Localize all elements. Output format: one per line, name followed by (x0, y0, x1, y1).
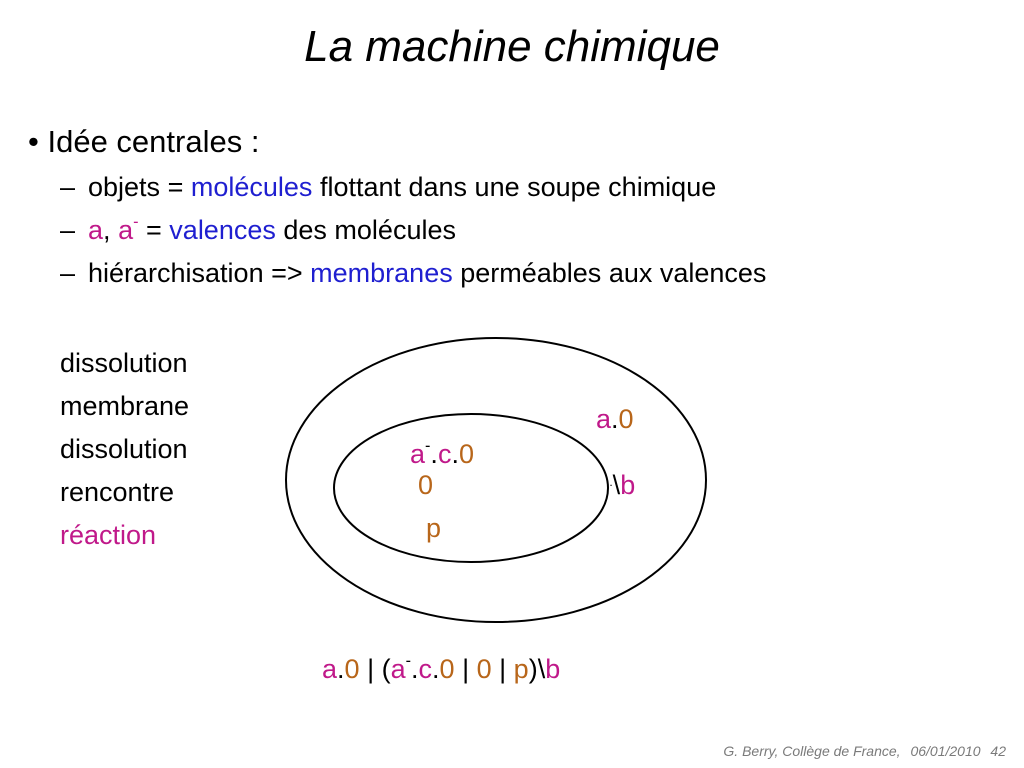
objets-label: objets (88, 172, 161, 202)
step-dissolution: dissolution (60, 348, 188, 378)
inner-p-label: p (426, 513, 442, 543)
permeables-text: perméables aux valences (460, 258, 767, 288)
soupe-text: flottant dans une soupe chimique (319, 172, 717, 202)
inner-molecule-label: a-.c.0 (410, 436, 474, 469)
inner-membrane (334, 414, 608, 562)
valence-a-minus: a- (118, 212, 139, 245)
outer-molecule-label: a.0 (596, 404, 634, 434)
dash-marker: – (60, 258, 76, 288)
slide-title: La machine chimique (304, 22, 720, 71)
molecules-term: molécules (190, 172, 313, 202)
outer-membrane (286, 338, 706, 622)
bullet-marker: • (28, 124, 39, 159)
inner-zero-label: 0 (418, 470, 434, 500)
step-membrane: membrane (60, 391, 190, 421)
step-dissolution-2: dissolution (60, 434, 188, 464)
step-rencontre: rencontre (60, 477, 175, 507)
dash-marker: – (60, 172, 76, 202)
equals-sign: = (146, 215, 162, 245)
step-reaction: réaction (60, 520, 157, 550)
chemical-formula: a.0 | (a-.c.0 | 0 | p)\b (322, 651, 561, 684)
membranes-term: membranes (310, 258, 453, 288)
dash-marker: – (60, 215, 76, 245)
slide-footer (723, 743, 1006, 759)
hierarchisation-text: hiérarchisation => (88, 258, 303, 288)
footer-page-number: 42 (990, 743, 1006, 759)
valences-term: valences (169, 215, 276, 245)
comma: , (103, 215, 111, 245)
restriction-label: ..\b (606, 470, 636, 500)
des-molecules-text: des molécules (283, 215, 456, 245)
footer-author: G. Berry, Collège de France, (723, 743, 901, 759)
bullet-text: Idée centrales : (47, 124, 260, 159)
equals-sign: = (167, 172, 184, 202)
valence-a: a (88, 215, 104, 245)
footer-date: 06/01/2010 (910, 743, 981, 759)
